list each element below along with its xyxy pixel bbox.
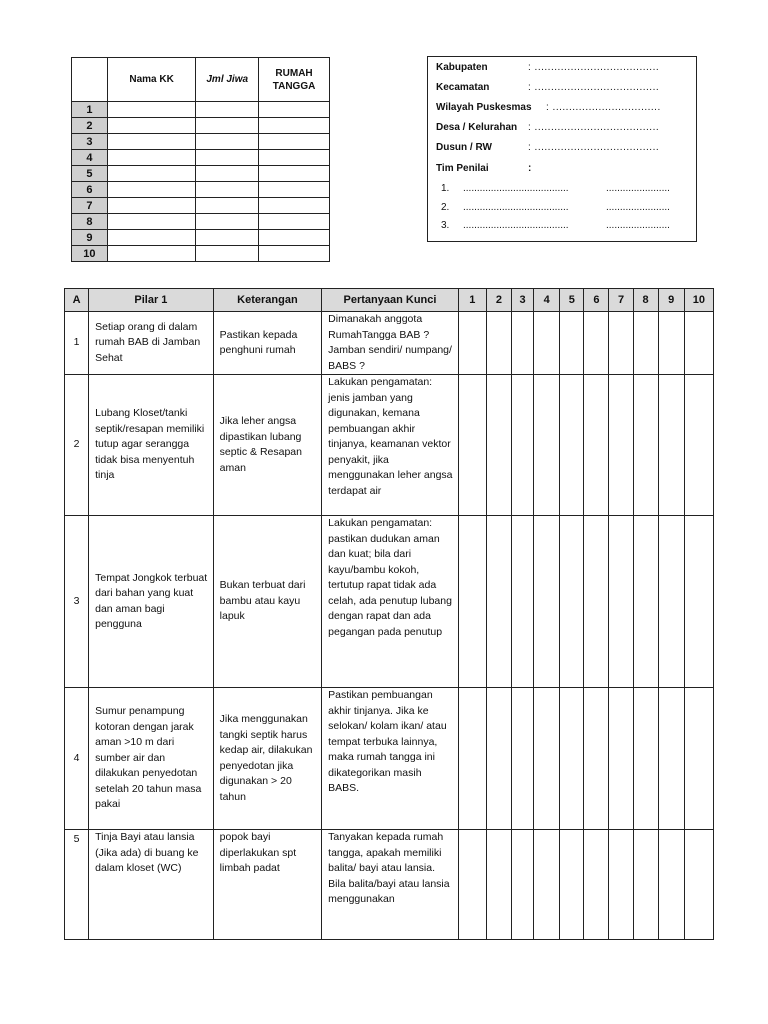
pilar-cell: Sumur penampung kotoran dengan jarak aman >10 m dari sumber air dan dilakukan penyedotan setelah 20 tahun masa pakai <box>89 688 214 830</box>
household-header-jml-jiwa: Jml Jiwa <box>196 58 259 102</box>
pertanyaan-kunci-cell: Lakukan pengamatan: pastikan dudukan aman dan kuat; bila dari kayu/bambu kokoh, tertutup rapat tidak ada celah, ada penutup lubang dengan rapat dan ada pegangan pada penutup <box>322 516 459 688</box>
nama-kk-cell[interactable] <box>107 134 196 150</box>
pertanyaan-kunci-cell: Lakukan pengamatan: jenis jamban yang digunakan, kemana pembuangan akhir tinjanya, keamanan vektor penyakit, jika menggunakan leher angsa terdapat air <box>322 375 459 516</box>
pertanyaan-kunci-cell: Tanyakan kepada rumah tangga, apakah memiliki balita/ bayi atau lansia. Bila balita/bayi atau lansia menggunakan <box>322 830 459 940</box>
pertanyaan-kunci-cell: Pastikan pembuangan akhir tinjanya. Jika ke selokan/ kolam ikan/ atau tempat terbuka lainnya, maka rumah tangga ini dikategorikan masih BABS. <box>322 688 459 830</box>
score-cell-7[interactable] <box>609 688 633 830</box>
nama-kk-cell[interactable] <box>107 198 196 214</box>
rumah-tangga-cell[interactable] <box>259 134 330 150</box>
main-header-row <box>65 289 714 312</box>
score-cell-4[interactable] <box>534 516 560 688</box>
score-cell-2[interactable] <box>486 688 511 830</box>
score-cell-8[interactable] <box>633 830 658 940</box>
field-kecamatan: Kecamatan : ...................................... <box>436 82 660 93</box>
score-cell-4[interactable] <box>534 830 560 940</box>
row-no: 4 <box>65 688 89 830</box>
main-header-score-6: 6 <box>584 289 609 312</box>
score-cell-10[interactable] <box>684 516 713 688</box>
pilar-row <box>65 516 714 688</box>
score-cell-6[interactable] <box>584 688 609 830</box>
keterangan-cell: popok bayi diperlakukan spt limbah padat <box>213 830 322 940</box>
score-cell-6[interactable] <box>584 312 609 375</box>
nama-kk-cell[interactable] <box>107 118 196 134</box>
main-header-score-4: 4 <box>534 289 560 312</box>
main-header-pertanyaan-kunci: Pertanyaan Kunci <box>322 289 459 312</box>
score-cell-3[interactable] <box>512 312 534 375</box>
pilar-cell: Tinja Bayi atau lansia (Jika ada) di buang ke dalam kloset (WC) <box>89 830 214 940</box>
row-number: 6 <box>72 182 108 198</box>
jml-jiwa-cell[interactable] <box>196 102 259 118</box>
main-header-score-3: 3 <box>512 289 534 312</box>
row-no: 5 <box>65 830 89 940</box>
score-cell-9[interactable] <box>658 830 684 940</box>
score-cell-6[interactable] <box>584 830 609 940</box>
keterangan-cell: Jika leher angsa dipastikan lubang septic & Resapan aman <box>213 375 322 516</box>
household-header-row <box>72 58 330 102</box>
score-cell-9[interactable] <box>658 312 684 375</box>
score-cell-5[interactable] <box>560 516 584 688</box>
rumah-tangga-cell[interactable] <box>259 214 330 230</box>
household-header-no <box>72 58 108 102</box>
jml-jiwa-cell[interactable] <box>196 246 259 262</box>
score-cell-2[interactable] <box>486 516 511 688</box>
household-row <box>72 246 330 262</box>
pilar-row <box>65 375 714 516</box>
jml-jiwa-cell[interactable] <box>196 166 259 182</box>
score-cell-7[interactable] <box>609 830 633 940</box>
score-cell-9[interactable] <box>658 375 684 516</box>
score-cell-10[interactable] <box>684 688 713 830</box>
score-cell-3[interactable] <box>512 516 534 688</box>
household-row <box>72 182 330 198</box>
score-cell-1[interactable] <box>458 830 486 940</box>
score-cell-8[interactable] <box>633 516 658 688</box>
score-cell-2[interactable] <box>486 312 511 375</box>
score-cell-4[interactable] <box>534 375 560 516</box>
main-header-score-7: 7 <box>609 289 633 312</box>
nama-kk-cell[interactable] <box>107 246 196 262</box>
score-cell-10[interactable] <box>684 312 713 375</box>
household-header-rumah-tangga: RUMAH TANGGA <box>259 58 330 102</box>
household-row <box>72 118 330 134</box>
score-cell-8[interactable] <box>633 312 658 375</box>
main-header-a: A <box>65 289 89 312</box>
jml-jiwa-cell[interactable] <box>196 118 259 134</box>
rumah-tangga-cell[interactable] <box>259 166 330 182</box>
pilar-row <box>65 830 714 940</box>
main-header-keterangan: Keterangan <box>213 289 322 312</box>
field-kecamatan-input[interactable]: : ...................................... <box>528 82 660 93</box>
score-cell-10[interactable] <box>684 830 713 940</box>
household-row <box>72 198 330 214</box>
rumah-tangga-cell[interactable] <box>259 230 330 246</box>
jml-jiwa-cell[interactable] <box>196 182 259 198</box>
jml-jiwa-cell[interactable] <box>196 198 259 214</box>
row-number: 5 <box>72 166 108 182</box>
row-no: 1 <box>65 312 89 375</box>
field-dusun-rw-input[interactable]: : ...................................... <box>528 142 660 153</box>
jml-jiwa-cell[interactable] <box>196 214 259 230</box>
pilar-assessment-table <box>64 288 714 940</box>
score-cell-6[interactable] <box>584 375 609 516</box>
main-header-score-8: 8 <box>633 289 658 312</box>
main-header-score-9: 9 <box>658 289 684 312</box>
rumah-tangga-cell[interactable] <box>259 150 330 166</box>
pertanyaan-kunci-cell: Dimanakah anggota RumahTangga BAB ? Jamban sendiri/ numpang/ BABS ? <box>322 312 459 375</box>
rumah-tangga-cell[interactable] <box>259 102 330 118</box>
nama-kk-cell[interactable] <box>107 166 196 182</box>
score-cell-3[interactable] <box>512 688 534 830</box>
household-header-nama-kk: Nama KK <box>107 58 196 102</box>
row-no: 2 <box>65 375 89 516</box>
nama-kk-cell[interactable] <box>107 230 196 246</box>
main-header-score-10: 10 <box>684 289 713 312</box>
jml-jiwa-cell[interactable] <box>196 230 259 246</box>
row-number: 10 <box>72 246 108 262</box>
team-member-2[interactable]: 2. ...................................... ....................... <box>441 202 670 213</box>
score-cell-8[interactable] <box>633 375 658 516</box>
score-cell-5[interactable] <box>560 375 584 516</box>
score-cell-3[interactable] <box>512 830 534 940</box>
score-cell-9[interactable] <box>658 688 684 830</box>
row-number: 1 <box>72 102 108 118</box>
row-number: 7 <box>72 198 108 214</box>
region-info-box <box>427 56 697 242</box>
row-number: 8 <box>72 214 108 230</box>
score-cell-5[interactable] <box>560 688 584 830</box>
row-no: 3 <box>65 516 89 688</box>
rumah-tangga-cell[interactable] <box>259 118 330 134</box>
score-cell-1[interactable] <box>458 688 486 830</box>
team-member-1[interactable]: 1. ...................................... ....................... <box>441 183 670 194</box>
main-header-pilar: Pilar 1 <box>89 289 214 312</box>
row-number: 2 <box>72 118 108 134</box>
row-number: 4 <box>72 150 108 166</box>
row-number: 9 <box>72 230 108 246</box>
nama-kk-cell[interactable] <box>107 102 196 118</box>
field-wilayah-puskesmas-input[interactable]: : ................................. <box>546 102 661 113</box>
pilar-cell: Lubang Kloset/tanki septik/resapan memiliki tutup agar serangga tidak bisa menyentuh tinja <box>89 375 214 516</box>
household-row <box>72 166 330 182</box>
team-member-3[interactable]: 3. ...................................... ....................... <box>441 220 670 231</box>
score-cell-1[interactable] <box>458 312 486 375</box>
field-kabupaten-input[interactable]: : ...................................... <box>528 62 660 73</box>
main-header-score-2: 2 <box>486 289 511 312</box>
row-number: 3 <box>72 134 108 150</box>
main-header-score-1: 1 <box>458 289 486 312</box>
field-desa-kelurahan: Desa / Kelurahan : ...................................... <box>436 122 660 133</box>
household-row <box>72 214 330 230</box>
rumah-tangga-cell[interactable] <box>259 246 330 262</box>
nama-kk-cell[interactable] <box>107 182 196 198</box>
score-cell-5[interactable] <box>560 830 584 940</box>
field-kabupaten: Kabupaten : ...................................... <box>436 62 660 73</box>
score-cell-2[interactable] <box>486 375 511 516</box>
household-row <box>72 102 330 118</box>
score-cell-7[interactable] <box>609 375 633 516</box>
field-wilayah-puskesmas: Wilayah Puskesmas : ................................. <box>436 102 661 113</box>
keterangan-cell: Jika menggunakan tangki septik harus kedap air, dilakukan penyedotan jika digunakan > 20 tahun <box>213 688 322 830</box>
pilar-cell: Setiap orang di dalam rumah BAB di Jamban Sehat <box>89 312 214 375</box>
household-row <box>72 134 330 150</box>
score-cell-3[interactable] <box>512 375 534 516</box>
score-cell-8[interactable] <box>633 688 658 830</box>
pilar-row <box>65 688 714 830</box>
pilar-cell: Tempat Jongkok terbuat dari bahan yang kuat dan aman bagi pengguna <box>89 516 214 688</box>
household-table <box>71 57 330 262</box>
score-cell-1[interactable] <box>458 375 486 516</box>
score-cell-9[interactable] <box>658 516 684 688</box>
household-row <box>72 230 330 246</box>
keterangan-cell: Pastikan kepada penghuni rumah <box>213 312 322 375</box>
nama-kk-cell[interactable] <box>107 150 196 166</box>
keterangan-cell: Bukan terbuat dari bambu atau kayu lapuk <box>213 516 322 688</box>
nama-kk-cell[interactable] <box>107 214 196 230</box>
score-cell-7[interactable] <box>609 516 633 688</box>
field-desa-kelurahan-input[interactable]: : ...................................... <box>528 122 660 133</box>
jml-jiwa-cell[interactable] <box>196 134 259 150</box>
score-cell-7[interactable] <box>609 312 633 375</box>
score-cell-1[interactable] <box>458 516 486 688</box>
score-cell-6[interactable] <box>584 516 609 688</box>
score-cell-10[interactable] <box>684 375 713 516</box>
rumah-tangga-cell[interactable] <box>259 198 330 214</box>
main-header-score-5: 5 <box>560 289 584 312</box>
pilar-row <box>65 312 714 375</box>
score-cell-5[interactable] <box>560 312 584 375</box>
score-cell-2[interactable] <box>486 830 511 940</box>
score-cell-4[interactable] <box>534 312 560 375</box>
field-tim-penilai: Tim Penilai : <box>436 163 532 174</box>
household-row <box>72 150 330 166</box>
score-cell-4[interactable] <box>534 688 560 830</box>
rumah-tangga-cell[interactable] <box>259 182 330 198</box>
jml-jiwa-cell[interactable] <box>196 150 259 166</box>
field-dusun-rw: Dusun / RW : ...................................... <box>436 142 660 153</box>
